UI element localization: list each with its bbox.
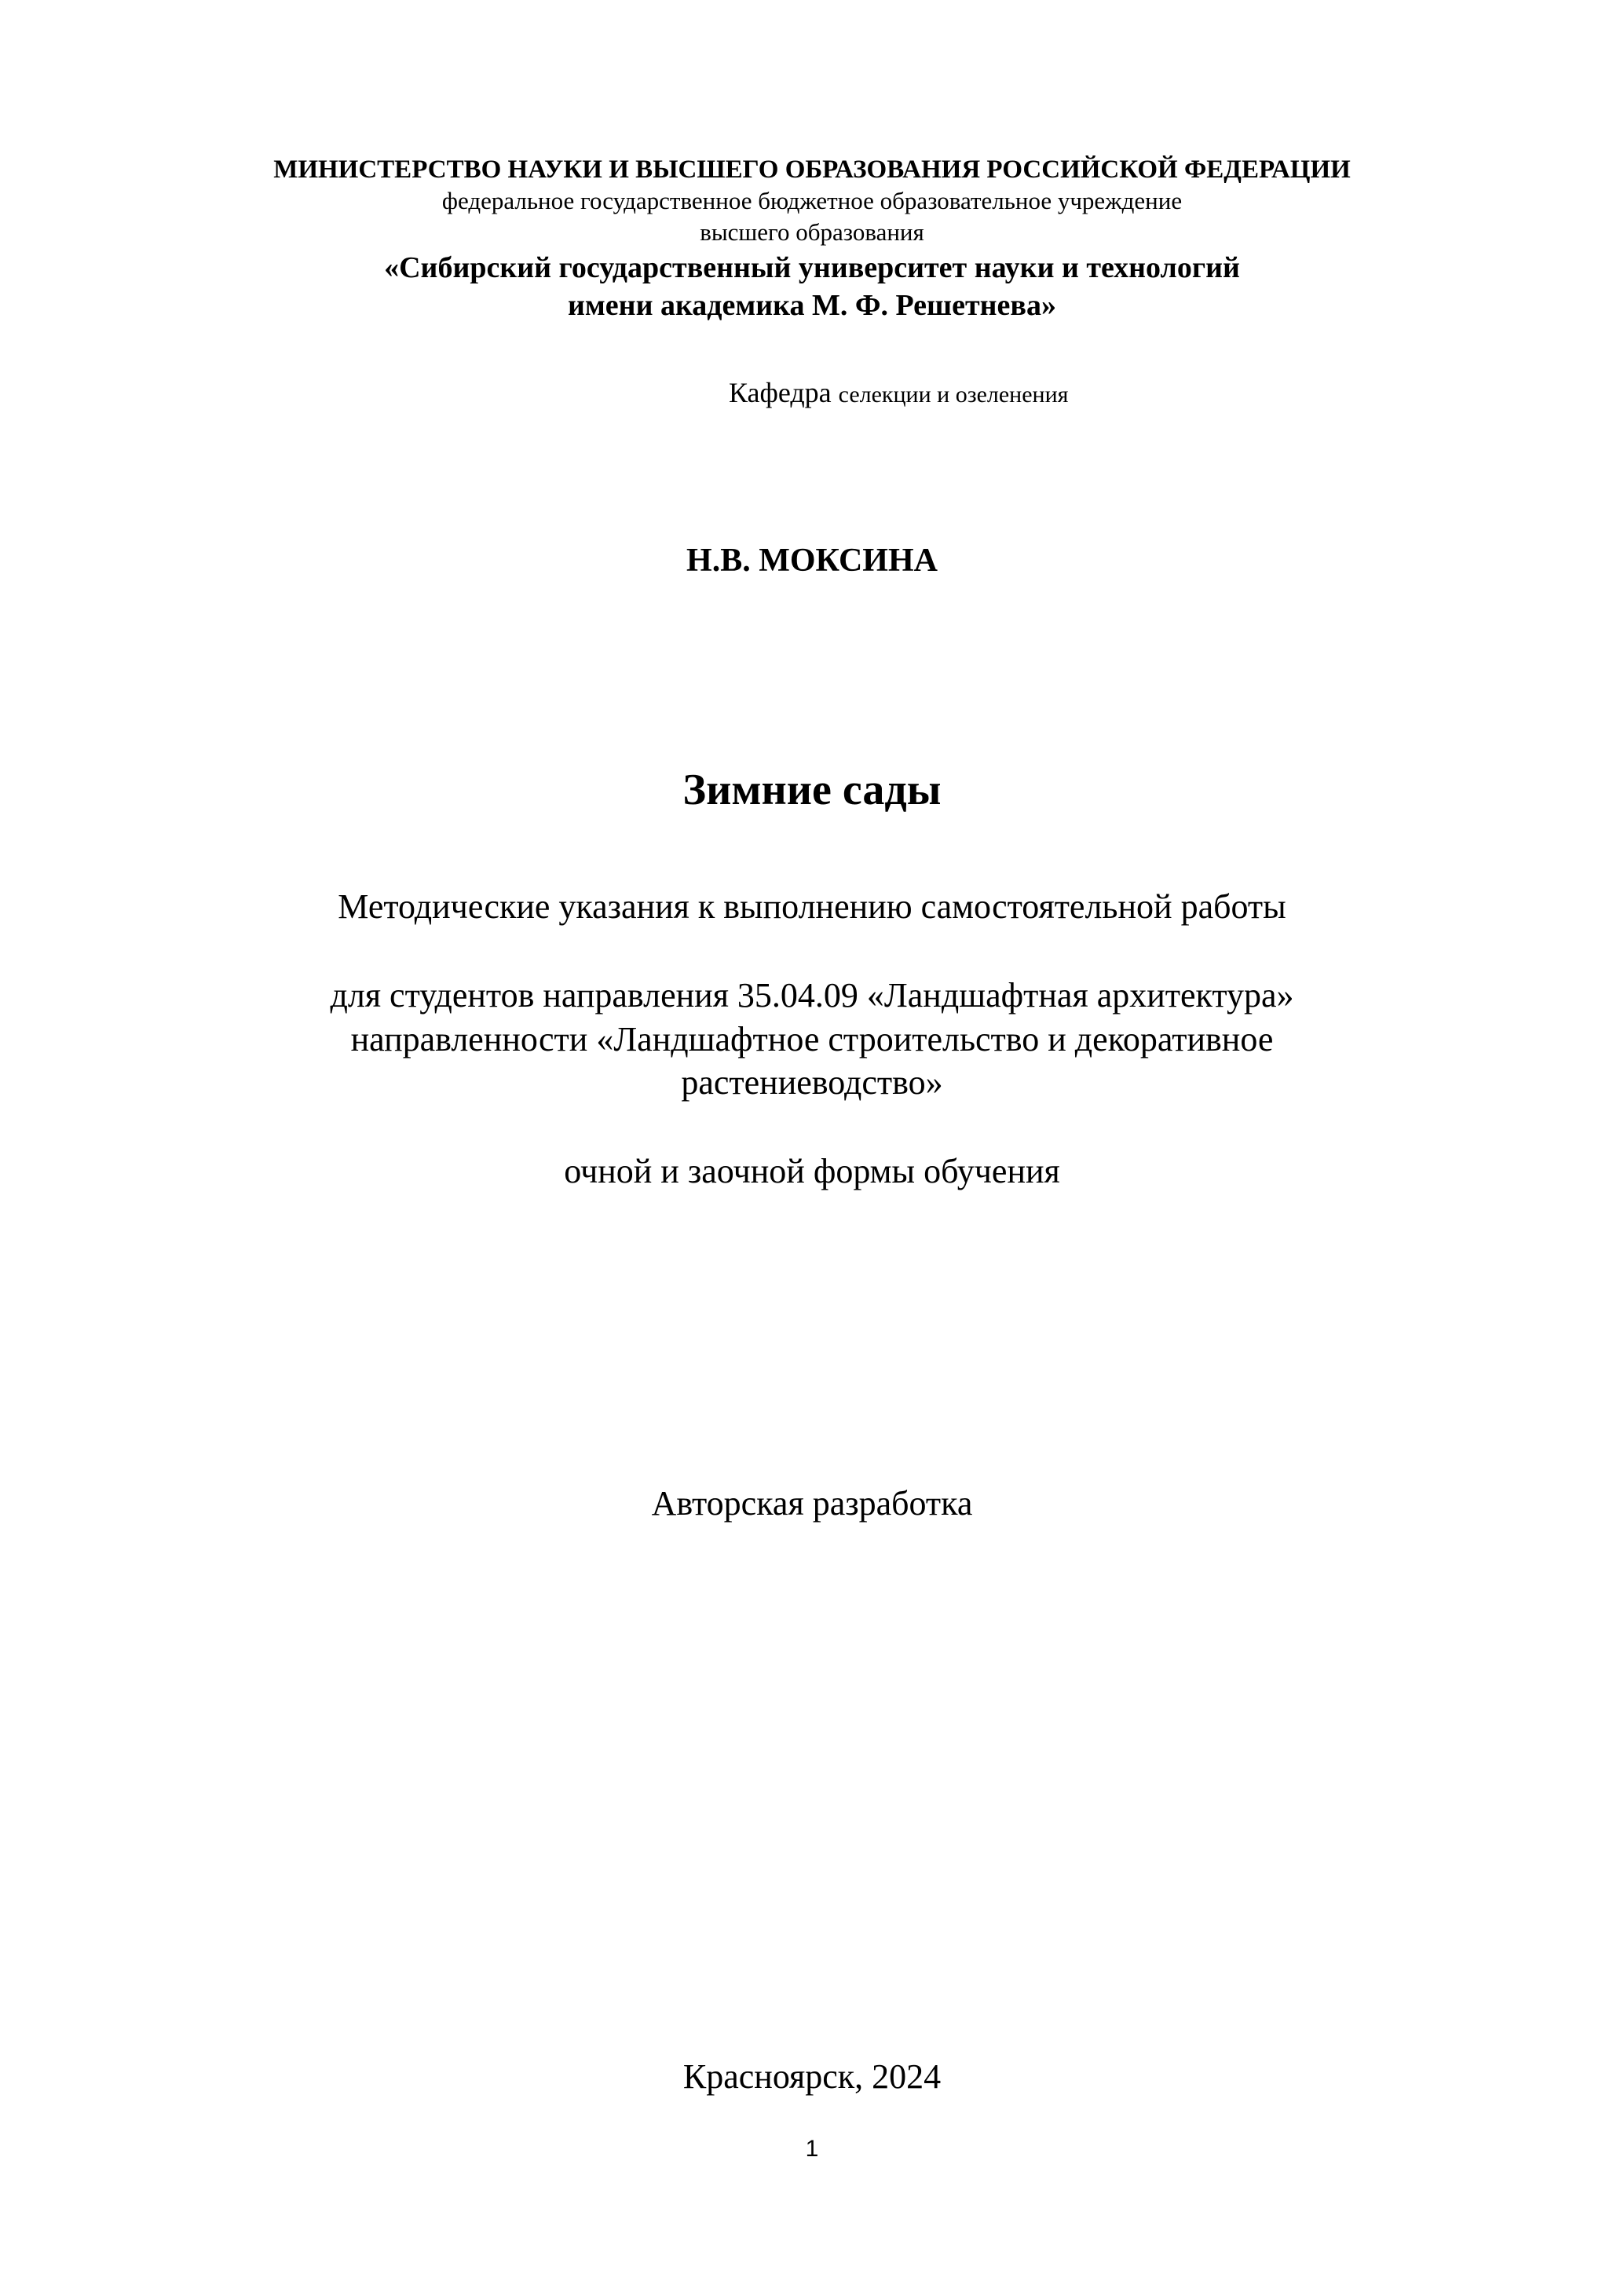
institution-type-line-1: федеральное государственное бюджетное образовательное учреждение [441,187,1183,214]
direction-line-1: для студентов направления 35.04.09 «Ландшафтная архитектура» [330,976,1294,1015]
direction-line-3: растениеводство» [681,1063,943,1102]
university-name-line-1: «Сибирский государственный университет науки и технологий [384,251,1240,284]
department-name: селекции и озеленения [838,382,1069,408]
city-year: Красноярск, 2024 [682,2057,942,2096]
page-number: 1 [805,2136,819,2162]
document-subtitle: Методические указания к выполнению самостоятельной работы [338,887,1286,926]
department [729,378,1068,407]
authorship-note: Авторская разработка [651,1484,973,1523]
department-prefix: Кафедра [729,377,832,408]
document-title: Зимние сады [682,766,942,814]
author-name: Н.В. МОКСИНА [686,543,938,579]
ministry-heading: МИНИСТЕРСТВО НАУКИ И ВЫСШЕГО ОБРАЗОВАНИЯ РОССИЙСКОЙ ФЕДЕРАЦИИ [273,155,1351,184]
direction-line-2: направленности «Ландшафтное строительство и декоративное [350,1020,1274,1058]
university-name-line-2: имени академика М. Ф. Решетнева» [568,289,1056,322]
study-forms: очной и заочной формы обучения [564,1152,1060,1190]
institution-type-line-2: высшего образования [700,218,924,246]
